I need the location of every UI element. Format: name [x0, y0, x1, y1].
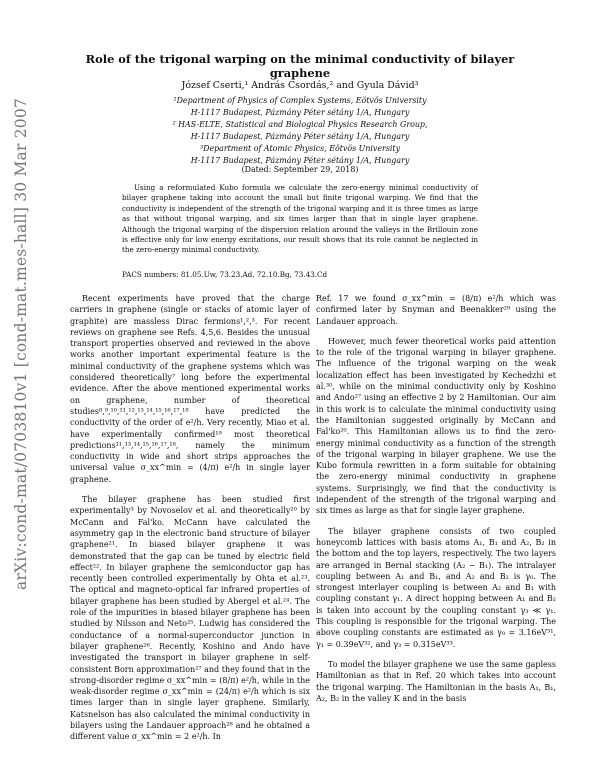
arxiv-identifier-text: arXiv:cond-mat/0703810v1 [cond-mat.mes-hall] 30 Mar 2007: [12, 98, 30, 590]
paragraph: Ref. 17 we found σ_xx^min = (8/π) e²/h which was confirmed later by Snyman and Beenakker²⁹ using the Landauer approach.: [316, 294, 556, 326]
author-list: József Cserti,¹ András Csordás,² and Gyula Dávid³: [181, 80, 419, 91]
affiliation-line: ² HAS-ELTE, Statistical and Biological Physics Research Group,: [172, 120, 428, 129]
date-line: (Dated: September 29, 2018): [241, 165, 359, 174]
arxiv-identifier: [12, 90, 34, 590]
paragraph: Recent experiments have proved that the charge carriers in graphene (single or stacks of atomic layer of graphite) are massless Dirac fermions¹,²,³. For recent reviews on graphene see Refs. 4,5,6. Besides the unusual transport properties observed and reviewed in the above works another important experimental feature is the minimal conductivity of the graphene systems which was considered theoretically⁷ long before the experimental evidence. After the above mentioned experimental works on graphene, number of theoretical studies⁸,⁹,¹⁰,¹¹,¹²,¹³,¹⁴,¹⁵,¹⁶,¹⁷,¹⁸ have predicted the conductivity of the order of e²/h. Very recently, Miao et al. have experimentally confirmed¹⁹ most theoretical predictions¹¹,¹³,¹⁴,¹⁵,¹⁶,¹⁷,¹⁸, namely the minimum conductivity in wide and short strips approaches the universal value σ_xx^min = (4/π) e²/h in single layer graphene.: [70, 294, 310, 484]
affiliation-line: H-1117 Budapest, Pázmány Péter sétány 1/A, Hungary: [190, 132, 410, 141]
paragraph: To model the bilayer graphene we use the same gapless Hamiltonian as that in Ref. 20 which takes into account the trigonal warping. The Hamiltonian in the basis A₁, B₁, A₂, B₂ in the valley K and in the basis: [316, 659, 556, 703]
affiliation-line: ¹Department of Physics of Complex Systems, Eötvös University: [173, 96, 427, 105]
affiliation-line: ³Department of Atomic Physics, Eötvös University: [199, 144, 401, 153]
left-column: [70, 293, 310, 763]
paragraph: However, much fewer theoretical works paid attention to the role of the trigonal warping in bilayer graphene. The influence of the trigonal warping on the weak localization effect has been investigated by Kechedzhi et al.³⁰, while on the minimal conductivity only by Koshino and Ando²⁷ using an effective 2 by 2 Hamiltonian. Our aim in this work is to calculate the minimal conductivity using the Hamiltonian suggested originally by McCann and Fal'ko²⁰. This Hamiltonian allows us to find the zero-energy minimal conductivity as a function of the strength of the trigonal warping in bilayer graphene. We use the Kubo formula rewritten in a form suitable for obtaining the zero-energy minimal conductivity in graphene systems. Surprisingly, we find that the conductivity is independent of the strength of the trigonal warping and six times as large as that for single layer graphene.: [316, 336, 556, 516]
affiliations: [120, 95, 480, 167]
affiliation-line: H-1117 Budapest, Pázmány Péter sétány 1/A, Hungary: [190, 156, 410, 165]
paragraph: The bilayer graphene has been studied first experimentally³ by Novoselov et al. and theoretically²⁰ by McCann and Fal'ko. McCann have calculated the asymmetry gap in the electronic band structure of bilayer graphene²¹. In biased bilayer graphene it was demonstrated that the gap can be tuned by electric field effect²². In bilayer graphene the semiconductor gap has recently been controlled experimentally by Ohta et al.²³. The optical and magneto-optical far infrared properties of bilayer graphene has been studied by Abergel et al.²⁴. The role of the impurities in biased bilayer graphene has been studied by Nilsson and Neto²⁵. Ludwig has considered the conductance of a normal-superconductor junction in bilayer graphene²⁶. Recently, Koshino and Ando have investigated the transport in bilayer graphene in self-consistent Born approximation²⁷ and they found that in the strong-disorder regime σ_xx^min = (8/π) e²/h, while in the weak-disorder regime σ_xx^min = (24/π) e²/h which is six times larger than in single layer graphene. Similarly, Katsnelson has also calculated the minimal conductivity in bilayers using the Landauer approach²⁸ and he obtained a different value σ_xx^min = 2 e²/h. In: [70, 495, 310, 742]
abstract: Using a reformulated Kubo formula we calculate the zero-energy minimal conductivity of bilayer graphene taking into account the small but finite trigonal warping. We find that the conductivity is independent of the strength of the trigonal warping and it is three times as large as that without trigonal warping, and six times larger than that in single layer graphene. Although the trigonal warping of the dispersion relation around the valleys in the Brillouin zone is effective only for low energy excitations, our result shows that its role cannot be neglected in the zero-energy minimal conductivity.: [122, 183, 478, 255]
pacs-numbers: PACS numbers: 81.05.Uw, 73.23.Ad, 72.10.Bg, 73.43.Cd: [122, 270, 328, 279]
paper-title: Role of the trigonal warping on the minimal conductivity of bilayer graphene: [85, 52, 515, 80]
affiliation-line: H-1117 Budapest, Pázmány Péter sétány 1/A, Hungary: [190, 108, 410, 117]
right-column: [316, 293, 556, 763]
paragraph: The bilayer graphene consists of two coupled honeycomb lattices with basis atoms A₁, B₁ and A₂, B₂ in the bottom and the top layers, respectively. The two layers are arranged in Bernal stacking (A₂ − B₁). The intralayer coupling between A₁ and B₁, and A₂ and B₂ is γ₀. The strongest interlayer coupling is between A₂ and B₁ with coupling constant γ₁. A direct hopping between A₁ and B₂ is taken into account by the coupling constant γ₃ ≪ γ₁. This coupling is responsible for the trigonal warping. The above coupling constants are estimated as γ₀ = 3.16eV³¹, γ₁ = 0.39eV³², and γ₃ = 0.315eV³³.: [316, 526, 556, 649]
